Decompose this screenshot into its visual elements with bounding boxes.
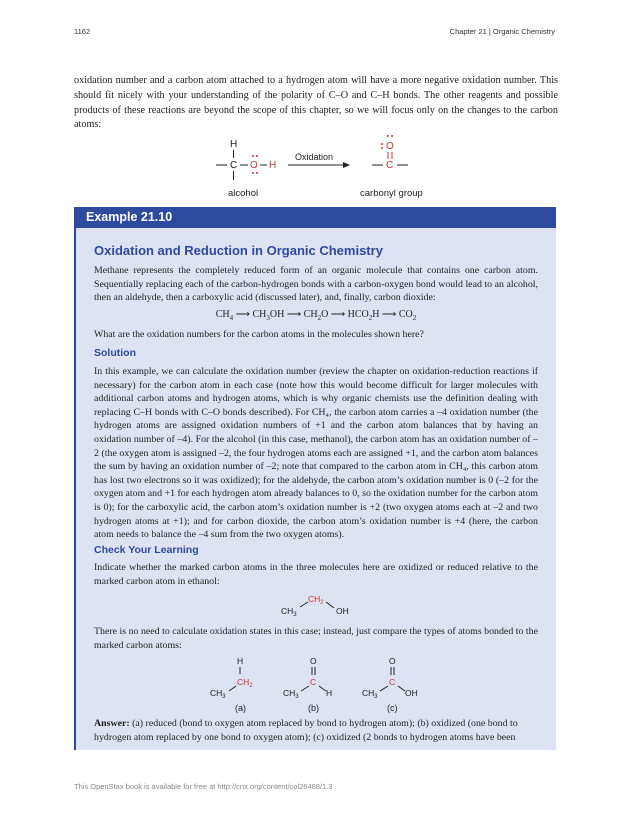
solution-heading: Solution <box>94 347 136 359</box>
svg-text:CH3: $CH_3$ <box>283 688 299 700</box>
check-your-learning-heading: Check Your Learning <box>94 544 199 556</box>
svg-text:OH: OH <box>405 688 418 698</box>
chapter-header: Chapter 21 | Organic Chemistry <box>449 27 555 36</box>
alcohol-label: alcohol <box>228 188 259 199</box>
species-ch2o: $CH_2O$ <box>303 309 329 322</box>
carbonyl-group-label: carbonyl group <box>360 188 423 199</box>
equation-arrow: ⟶ <box>382 309 397 320</box>
equation-arrow: ⟶ <box>235 309 250 320</box>
example-intro: Methane represents the completely reduced form of an organic molecule that contains one carbon atom. Sequentially replacing each of the carbon-hydrogen bonds with a carbon-oxygen bond would lead to an alcohol, then an aldehyde, then a carboxylic acid (discussed later), and, finally, carbon dioxide: <box>94 265 538 304</box>
species-hco2h: $HCO_2H$ <box>347 309 380 322</box>
example-title: Oxidation and Reduction in Organic Chemistry <box>94 243 383 258</box>
alcohol-hydroxyl-h: H <box>269 160 277 171</box>
equation-arrow: ⟶ <box>286 309 302 320</box>
alcohol-h-top: H <box>230 139 238 150</box>
ethanol-structure <box>278 591 358 623</box>
compare-text: There is no need to calculate oxidation states in this case; instead, just compare the types of atoms bonded to the marked carbon atoms: <box>94 626 538 651</box>
carbonyl-oxygen: O <box>386 141 394 152</box>
species-ch4: $CH_4$ <box>215 309 234 322</box>
species-co2: $CO_2$ <box>398 309 417 322</box>
svg-text:H: H <box>237 656 244 666</box>
example-question: What are the oxidation numbers for the carbon atoms in the molecules shown here? <box>94 329 424 340</box>
check-your-learning-text: Indicate whether the marked carbon atoms in the three molecules here are oxidized or reduced relative to the marked carbon atom in ethanol: <box>94 562 538 587</box>
answer-label: Answer: <box>94 718 130 729</box>
svg-text:O: O <box>310 656 317 666</box>
alcohol-carbon: C <box>230 160 238 171</box>
molecule-b-caption: (b) <box>308 703 319 713</box>
ethanol-ch2: $CH_2$ <box>308 594 324 606</box>
page-number: 1162 <box>74 27 91 36</box>
intro-paragraph: oxidation number and a carbon atom attached to a hydrogen atom will have a more negative oxidation number. This should fit nicely with your understanding of the polarity of C–O and C–H bonds. The other reagents and possible products of these reactions are beyond the scope of this chapter, so we will focus only on the changes to the carbon atoms: <box>74 75 558 131</box>
molecule-c-caption: (c) <box>387 703 398 713</box>
equation-arrow: ⟶ <box>330 309 346 320</box>
ethanol-ch3: $CH_3$ <box>281 606 297 618</box>
species-ch3oh: $CH_3OH$ <box>252 309 285 322</box>
svg-text:H: H <box>326 688 333 698</box>
ethanol-oh: OH <box>336 606 349 616</box>
svg-text:O: O <box>389 656 396 666</box>
example-number: Example 21.10 <box>86 210 173 224</box>
svg-text:CH2: $CH_2$ <box>237 677 253 689</box>
reaction-arrow-icon <box>343 162 350 168</box>
alcohol-oxygen: O <box>250 160 258 171</box>
molecule-a-caption: (a) <box>235 703 246 713</box>
footer-note: This OpenStax book is available for free at http://cnx.org/content/col26488/1.3 <box>74 782 333 791</box>
answer-text: (a) reduced (bond to oxygen atom replaced by bond to hydrogen atom); (b) oxidized (one bond to hydrogen atom replaced by one bond to oxygen atom); (c) oxidized (2 bonds to hydrogen atoms have been <box>94 718 518 743</box>
answer-paragraph <box>94 717 538 744</box>
svg-text:C: C <box>389 677 396 687</box>
oxidation-series-equation <box>94 309 538 322</box>
solution-text: In this example, we can calculate the oxidation number (review the chapter on oxidation-reduction reactions if necessary) for the carbon atom in each case (note how this would become difficult for larger molecules with additional carbon atoms and hydrogen atoms, which is why organic chemists use the definition dealing with replacing C–H bonds with C–O bonds described). For CH₄, the carbon atom carries a –4 oxidation number (the hydrogen atoms are assigned oxidation numbers of +1 and the carbon atom balances that by having an oxidation number of –4). For the alcohol (in this case, methanol), the carbon atom has an oxidation number of –2 (the oxygen atom is assigned –2, the four hydrogen atoms each are assigned +1, and the carbon atom balances the sum by having an oxidation number of –2; note that compared to the carbon atom in CH₄, this carbon atom has lost two electrons so it was oxidized); for the aldehyde, the carbon atom’s oxidation number is 0 (–2 for the oxygen atom and +1 for each hydrogen atom already balances to 0, so the oxidation number for the carbon atom is 0); for the carboxylic acid, the carbon atom’s oxidation number is +2 (two oxygen atoms each at –2 and two hydrogen atoms at +1); and for carbon dioxide, the carbon atom’s oxidation number is +4 (here, the carbon atom needs to balance the –4 sum from the two oxygen atoms). <box>94 366 538 541</box>
carbonyl-carbon: C <box>386 160 394 171</box>
example-header-bar <box>74 207 556 228</box>
svg-text:C: C <box>310 677 317 687</box>
svg-text:CH3: $CH_3$ <box>362 688 378 700</box>
oxidation-arrow-label: Oxidation <box>295 152 334 162</box>
svg-text:CH3: $CH_3$ <box>210 688 226 700</box>
comparison-molecules <box>205 653 435 715</box>
